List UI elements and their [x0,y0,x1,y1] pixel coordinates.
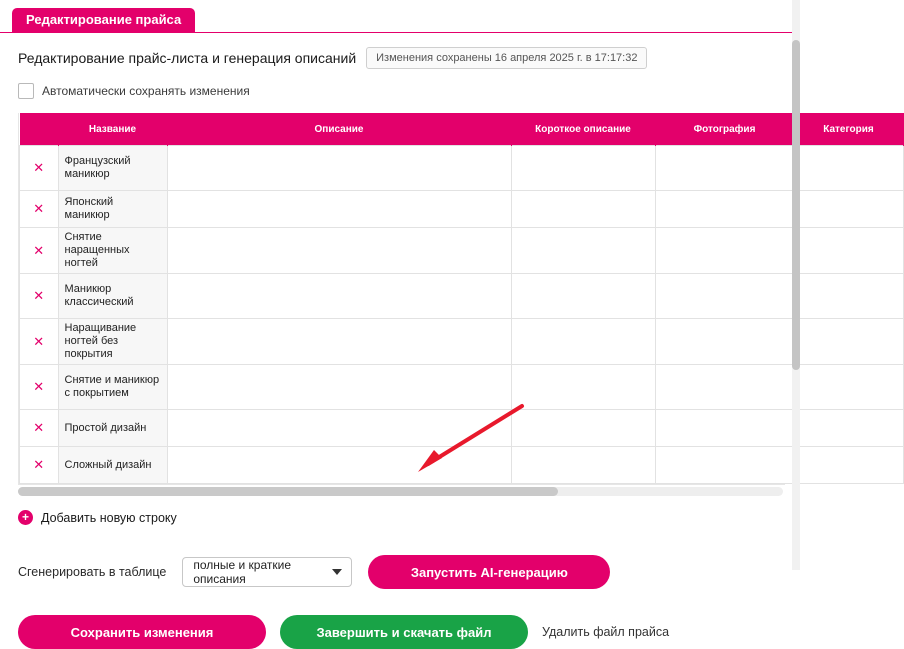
autosave-checkbox[interactable] [18,83,34,99]
table-scrollbar-thumb[interactable] [18,487,558,496]
page-scrollbar-thumb[interactable] [792,40,800,370]
cell-photo[interactable] [655,447,794,484]
cell-name[interactable]: Французский маникюр [58,146,167,191]
cell-category[interactable] [794,146,903,191]
header-row [18,47,782,69]
table-header [20,113,904,146]
autosave-label: Автоматически сохранять изменения [42,84,250,98]
cell-photo[interactable] [655,365,794,410]
table-row[interactable] [20,365,904,410]
plus-icon: + [18,510,33,525]
table-row[interactable] [20,447,904,484]
table-row[interactable] [20,146,904,191]
cell-category[interactable] [794,274,903,319]
delete-row-icon[interactable]: ✕ [20,447,59,484]
cell-photo[interactable] [655,191,794,228]
tab-price-editor[interactable]: Редактирование прайса [12,8,195,32]
delete-row-icon[interactable]: ✕ [20,410,59,447]
column-header-photo: Фотография [655,113,794,146]
status-badge: Изменения сохранены 16 апреля 2025 г. в 17:17:32 [366,47,647,69]
page-title: Редактирование прайс-листа и генерация описаний [18,50,357,66]
cell-category[interactable] [794,191,903,228]
cell-description[interactable] [167,365,511,410]
page-scrollbar[interactable] [792,0,800,570]
delete-price-file-link[interactable]: Удалить файл прайса [542,625,670,639]
cell-description[interactable] [167,146,511,191]
column-header-category: Категория [794,113,903,146]
column-header-description: Описание [167,113,511,146]
cell-name[interactable]: Снятие и маникюр с покрытием [58,365,167,410]
cell-short-description[interactable] [511,146,655,191]
cell-short-description[interactable] [511,319,655,365]
delete-row-icon[interactable]: ✕ [20,365,59,410]
generation-type-select[interactable] [182,557,352,587]
cell-name[interactable]: Сложный дизайн [58,447,167,484]
cell-short-description[interactable] [511,228,655,274]
cell-category[interactable] [794,228,903,274]
table-row[interactable] [20,410,904,447]
cell-name[interactable]: Наращивание ногтей без покрытия [58,319,167,365]
cell-short-description[interactable] [511,274,655,319]
cell-category[interactable] [794,365,903,410]
table-body [20,146,904,484]
cell-name[interactable]: Японский маникюр [58,191,167,228]
cell-name[interactable]: Снятие наращенных ногтей [58,228,167,274]
cell-category[interactable] [794,447,903,484]
price-table-container [18,113,874,485]
column-header-name: Название [58,113,167,146]
autosave-row[interactable] [18,83,782,99]
cell-short-description[interactable] [511,410,655,447]
cell-short-description[interactable] [511,191,655,228]
generation-type-value: полные и краткие описания [193,558,292,586]
add-row-button[interactable] [18,510,782,525]
generate-label: Сгенерировать в таблице [18,565,167,579]
cell-short-description[interactable] [511,447,655,484]
delete-row-icon[interactable]: ✕ [20,146,59,191]
cell-name[interactable]: Простой дизайн [58,410,167,447]
price-table [19,113,904,484]
table-row[interactable] [20,319,904,365]
cell-photo[interactable] [655,274,794,319]
run-ai-generation-button[interactable]: Запустить AI-генерацию [368,555,610,589]
cell-short-description[interactable] [511,365,655,410]
cell-photo[interactable] [655,410,794,447]
bottom-actions [18,615,782,649]
table-header-row [20,113,904,146]
table-row[interactable] [20,228,904,274]
finish-and-download-button[interactable]: Завершить и скачать файл [280,615,528,649]
page-content [0,47,874,649]
delete-row-icon[interactable]: ✕ [20,274,59,319]
cell-category[interactable] [794,410,903,447]
generation-row [18,555,782,589]
delete-row-icon[interactable]: ✕ [20,191,59,228]
delete-row-icon[interactable]: ✕ [20,319,59,365]
cell-description[interactable] [167,447,511,484]
cell-photo[interactable] [655,146,794,191]
delete-row-icon[interactable]: ✕ [20,228,59,274]
tab-strip [0,0,800,33]
cell-description[interactable] [167,319,511,365]
cell-description[interactable] [167,410,511,447]
cell-description[interactable] [167,191,511,228]
table-row[interactable] [20,274,904,319]
cell-description[interactable] [167,228,511,274]
table-row[interactable] [20,191,904,228]
cell-name[interactable]: Маникюр классический [58,274,167,319]
chevron-down-icon [332,569,342,575]
cell-photo[interactable] [655,228,794,274]
save-changes-button[interactable]: Сохранить изменения [18,615,266,649]
column-header-delete [20,113,59,146]
cell-category[interactable] [794,319,903,365]
cell-description[interactable] [167,274,511,319]
column-header-short-description: Короткое описание [511,113,655,146]
table-horizontal-scrollbar[interactable] [18,487,783,496]
cell-photo[interactable] [655,319,794,365]
add-row-label: Добавить новую строку [41,510,177,525]
